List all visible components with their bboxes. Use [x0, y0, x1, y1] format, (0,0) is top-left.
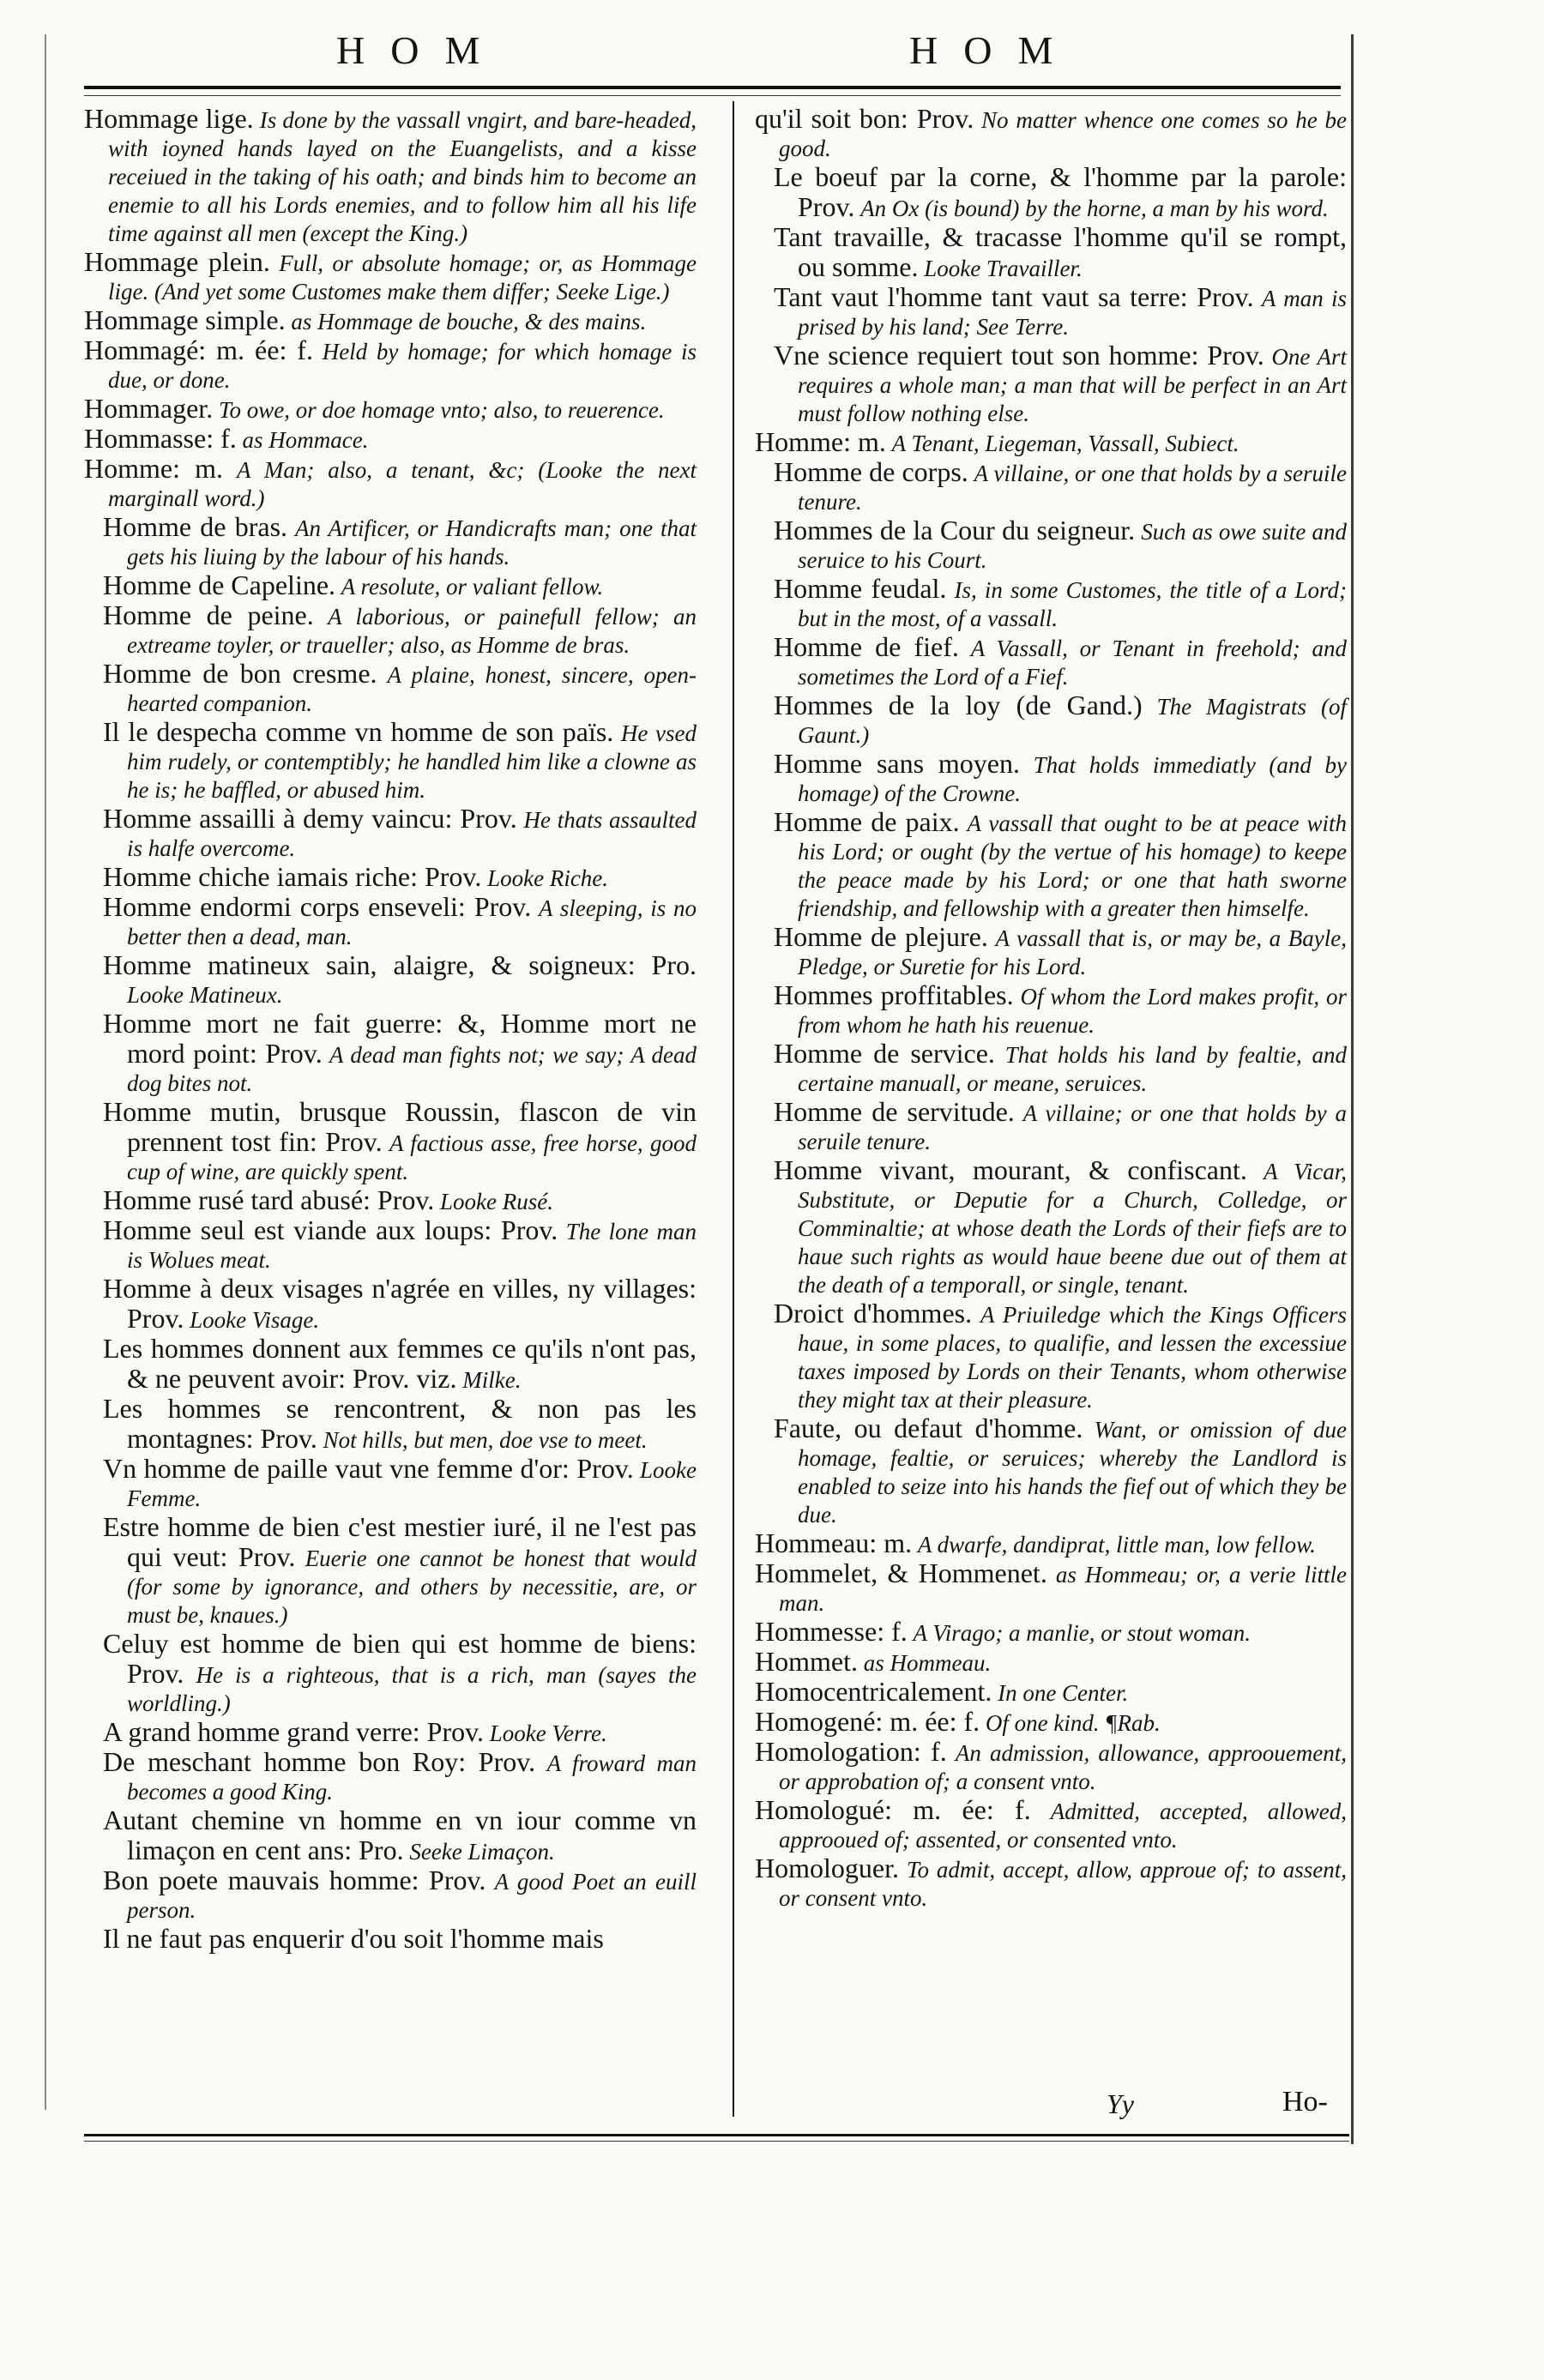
dictionary-entry — [755, 105, 1347, 163]
dictionary-entry — [84, 1806, 697, 1866]
dictionary-entry — [84, 1925, 697, 1955]
entry-definition: That holds his land by fealtie, and certaine manuall, or meane, seruices. — [798, 1042, 1348, 1096]
entry-headword: Vne science requiert tout son homme: Prov. — [774, 340, 1264, 371]
entry-headword: Homme: m. — [755, 426, 886, 457]
dictionary-entry — [84, 1513, 697, 1630]
entry-definition: To admit, accept, allow, approue of; to assent, or consent vnto. — [779, 1857, 1348, 1911]
dictionary-entry — [84, 336, 697, 395]
footer-rule — [84, 2134, 1349, 2136]
entry-headword: Homme de plejure. — [774, 921, 988, 952]
entry-definition: A resolute, or valiant fellow. — [341, 574, 604, 600]
catchword: Ho- — [1282, 2086, 1328, 2118]
dictionary-entry — [84, 660, 697, 718]
dictionary-entry — [755, 691, 1347, 750]
dictionary-entry — [84, 455, 697, 513]
dictionary-entry — [84, 248, 697, 306]
entry-definition: A Priuiledge which the Kings Officers haue, in some places, to qualifie, and lessen the excessiue taxes imposed by Lords on their Tenants, whom otherwise they might tax at their pleasure. — [798, 1302, 1347, 1413]
entry-headword: Le boeuf par la corne, & l'homme par la parole: Prov. — [774, 161, 1347, 222]
running-head-left: HOM — [336, 28, 506, 72]
entry-definition: as Hommeau. — [863, 1650, 992, 1676]
header-rule — [84, 86, 1341, 89]
entry-headword: Hommesse: f. — [755, 1616, 908, 1647]
entry-headword: Homme feudal. — [774, 573, 947, 604]
entry-headword: Hommet. — [755, 1646, 858, 1677]
entry-headword: Tant travaille, & tracasse l'homme qu'il se rompt, ou somme. — [774, 221, 1347, 282]
entry-headword: Les hommes donnent aux femmes ce qu'ils n'ont pas, & ne peuvent avoir: Prov. viz. — [103, 1333, 697, 1394]
entry-definition: A man is prised by his land; See Terre. — [798, 286, 1348, 340]
entry-definition: Full, or absolute homage; or, as Hommage lige. (And yet some Customes make them differ; Seeke Lige.) — [108, 250, 697, 304]
entry-definition: A sleeping, is no better then a dead, man. — [127, 895, 697, 949]
dictionary-entry — [755, 283, 1347, 341]
entry-headword: Homocentricalement. — [755, 1676, 992, 1707]
entry-headword: Hommes proffitables. — [774, 979, 1014, 1010]
entry-headword: Il le despecha comme vn homme de son païs. — [103, 716, 614, 747]
dictionary-entry — [755, 1618, 1347, 1648]
dictionary-entry — [84, 601, 697, 660]
entry-definition: Is, in some Customes, the title of a Lord; but in the most, of a vassall. — [798, 577, 1347, 631]
dictionary-entry — [755, 1678, 1347, 1708]
entry-definition: Looke Travailler. — [924, 256, 1083, 281]
entry-definition: No matter whence one comes so he be good. — [779, 107, 1348, 161]
dictionary-entry — [84, 306, 697, 336]
entry-headword: Les hommes se rencontrent, & non pas les montagnes: Prov. — [103, 1393, 697, 1454]
dictionary-entry — [755, 923, 1347, 981]
entry-definition: Looke Matineux. — [127, 982, 283, 1008]
entry-headword: Homme assailli à demy vaincu: Prov. — [103, 803, 517, 834]
right-column — [755, 105, 1347, 1913]
dictionary-entry — [84, 893, 697, 951]
header-rule-thin — [84, 95, 1341, 96]
entry-definition: Looke Rusé. — [440, 1189, 553, 1214]
entry-headword: Homme de corps. — [774, 456, 968, 487]
entry-headword: Homme seul est viande aux loups: Prov. — [103, 1214, 558, 1245]
entry-definition: A villaine, or one that holds by a seruile tenure. — [798, 461, 1348, 515]
dictionary-entry — [84, 1718, 697, 1748]
entry-headword: Homme de bras. — [103, 511, 288, 542]
dictionary-entry — [755, 1299, 1347, 1414]
entry-headword: Homme sans moyen. — [774, 748, 1021, 779]
entry-headword: Droict d'hommes. — [774, 1298, 973, 1329]
entry-definition: A good Poet an euill person. — [127, 1869, 697, 1923]
entry-definition: A plaine, honest, sincere, open-hearted companion. — [127, 662, 697, 716]
page-edge-left — [45, 34, 46, 2110]
entry-headword: Il ne faut pas enquerir d'ou soit l'homme mais — [103, 1923, 604, 1954]
entry-definition: as Hommace. — [242, 427, 369, 453]
dictionary-entry — [84, 1186, 697, 1216]
entry-headword: Faute, ou defaut d'homme. — [774, 1413, 1083, 1443]
dictionary-entry — [755, 516, 1347, 575]
entry-definition: Looke Verre. — [489, 1720, 607, 1746]
dictionary-entry — [755, 1559, 1347, 1618]
dictionary-entry — [84, 1395, 697, 1455]
dictionary-entry — [84, 571, 697, 601]
entry-headword: Homologuer. — [755, 1853, 899, 1883]
dictionary-entry — [755, 1796, 1347, 1854]
dictionary-entry — [84, 395, 697, 425]
entry-definition: A Virago; a manlie, or stout woman. — [913, 1620, 1251, 1646]
entry-headword: Homme mutin, brusque Roussin, flascon de vin prennent tost fin: Prov. — [103, 1096, 697, 1157]
entry-definition: as Hommage de bouche, & des mains. — [291, 309, 647, 334]
entry-headword: Hommasse: f. — [84, 423, 237, 454]
entry-definition: An Artificer, or Handicrafts man; one that gets his liuing by the labour of his hands. — [127, 515, 697, 569]
entry-headword: Hommes de la loy (de Gand.) — [774, 690, 1143, 720]
dictionary-entry — [84, 1098, 697, 1186]
entry-headword: Estre homme de bien c'est mestier iuré, il ne l'est pas qui veut: Prov. — [103, 1511, 697, 1572]
entry-definition: A factious asse, free horse, good cup of wine, are quickly spent. — [127, 1130, 697, 1184]
entry-definition: A Vicar, Substitute, or Deputie for a Church, Colledge, or Comminaltie; at whose death the Lords of their fiefs are to haue such rights as would haue beene due out of them at the death of a temporall, or single, tenant. — [798, 1159, 1348, 1298]
signature-mark: Yy — [1107, 2088, 1134, 2119]
entry-definition: Admitted, accepted, allowed, approoued of; assented, or consented vnto. — [779, 1799, 1347, 1853]
entry-headword: Homme de servitude. — [774, 1096, 1015, 1127]
entry-headword: De meschant homme bon Roy: Prov. — [103, 1746, 536, 1777]
dictionary-entry — [755, 633, 1347, 691]
dictionary-entry — [84, 1748, 697, 1806]
entry-headword: Homme de fief. — [774, 631, 959, 662]
entry-headword: Homme à deux visages n'agrée en villes, ny villages: Prov. — [103, 1273, 697, 1334]
entry-definition: Is done by the vassall vngirt, and bare-headed, with ioyned hands layed on the Euangelists, and a kisse receiued in the taking of his oath; and binds him to become an enemie to all his Lords enemies, and to follow him all his life time against all men (except the King.) — [108, 107, 697, 246]
dictionary-entry — [84, 1335, 697, 1395]
entry-definition: A dead man fights not; we say; A dead dog bites not. — [127, 1042, 697, 1096]
running-head-right: HOM — [909, 28, 1079, 72]
entry-definition: Milke. — [462, 1367, 522, 1393]
entry-definition: Held by homage; for which homage is due, or done. — [108, 339, 697, 393]
entry-headword: Homme matineux sain, alaigre, & soigneux: Pro. — [103, 949, 697, 980]
dictionary-entry — [755, 808, 1347, 923]
dictionary-entry — [84, 951, 697, 1009]
entry-headword: Bon poete mauvais homme: Prov. — [103, 1865, 486, 1895]
entry-definition: Not hills, but men, doe vse to meet. — [323, 1427, 648, 1453]
dictionary-entry — [84, 1274, 697, 1335]
entry-headword: Hommes de la Cour du seigneur. — [774, 515, 1136, 545]
entry-headword: Hommagé: m. ée: f. — [84, 334, 313, 365]
entry-definition: Looke Riche. — [487, 865, 609, 891]
entry-headword: Hommeau: m. — [755, 1527, 913, 1558]
entry-definition: A vassall that is, or may be, a Bayle, Pledge, or Suretie for his Lord. — [798, 925, 1348, 979]
entry-headword: Vn homme de paille vaut vne femme d'or: Prov. — [103, 1453, 634, 1484]
entry-headword: qu'il soit bon: Prov. — [755, 103, 974, 134]
entry-definition: A dwarfe, dandiprat, little man, low fellow. — [917, 1532, 1316, 1558]
entry-headword: Homme de bon cresme. — [103, 658, 377, 689]
dictionary-entry — [84, 1009, 697, 1098]
dictionary-entry — [755, 1156, 1347, 1299]
entry-definition: as Hommeau; or, a verie little man. — [779, 1562, 1348, 1616]
dictionary-entry — [84, 863, 697, 893]
entry-headword: Hommelet, & Hommenet. — [755, 1558, 1047, 1588]
dictionary-entry — [755, 1414, 1347, 1529]
entry-definition: A Vassall, or Tenant in freehold; and sometimes the Lord of a Fief. — [798, 636, 1348, 690]
entry-headword: Homologation: f. — [755, 1736, 947, 1767]
entry-definition: A Tenant, Liegeman, Vassall, Subiect. — [891, 431, 1239, 456]
dictionary-entry — [755, 163, 1347, 223]
entry-definition: Of whom the Lord makes profit, or from whom he hath his reuenue. — [798, 984, 1348, 1038]
dictionary-entry — [84, 718, 697, 804]
dictionary-entry — [755, 1854, 1347, 1913]
entry-definition: A laborious, or painefull fellow; an extreame toyler, or traueller; also, as Homme de bras. — [127, 604, 697, 658]
entry-definition: The lone man is Wolues meat. — [127, 1219, 697, 1273]
footer-rule-thin — [84, 2141, 1349, 2142]
entry-definition: Looke Visage. — [190, 1307, 320, 1333]
entry-headword: Homme chiche iamais riche: Prov. — [103, 861, 482, 892]
entry-definition: A froward man becomes a good King. — [127, 1750, 697, 1805]
dictionary-entry — [755, 428, 1347, 458]
dictionary-entry — [755, 1708, 1347, 1738]
entry-headword: Hommage plein. — [84, 246, 270, 277]
dictionary-entry — [755, 981, 1347, 1039]
dictionary-entry — [755, 750, 1347, 808]
dictionary-entry — [755, 341, 1347, 428]
entry-headword: Homogené: m. ée: f. — [755, 1706, 980, 1737]
dictionary-entry — [755, 223, 1347, 283]
entry-headword: Tant vaut l'homme tant vaut sa terre: Prov. — [774, 281, 1254, 312]
entry-definition: The Magistrats (of Gaunt.) — [798, 694, 1348, 748]
dictionary-entry — [755, 1039, 1347, 1098]
running-header — [0, 19, 1544, 79]
dictionary-entry — [755, 1648, 1347, 1678]
entry-headword: Hommage lige. — [84, 103, 254, 134]
page-edge-right — [1351, 34, 1354, 2144]
entry-definition: Want, or omission of due homage, fealtie, or seruices; whereby the Landlord is enabled to seize into his hands the fief out of which they be due. — [798, 1417, 1348, 1527]
dictionary-entry — [84, 105, 697, 248]
entry-headword: Autant chemine vn homme en vn iour comme vn limaçon en cent ans: Pro. — [103, 1805, 697, 1865]
entry-definition: An admission, allowance, approouement, or approbation of; a consent vnto. — [779, 1740, 1347, 1794]
entry-definition: Such as owe suite and seruice to his Court. — [798, 519, 1347, 573]
dictionary-entry — [755, 1098, 1347, 1156]
entry-definition: Looke Femme. — [127, 1457, 697, 1511]
entry-definition: Of one kind. ¶Rab. — [985, 1710, 1161, 1736]
entry-definition: A villaine; or one that holds by a seruile tenure. — [798, 1100, 1347, 1154]
entry-headword: Homme de peine. — [103, 600, 314, 630]
dictionary-entry — [84, 1866, 697, 1925]
dictionary-entry — [755, 458, 1347, 516]
dictionary-entry — [755, 575, 1347, 633]
entry-headword: Homme vivant, mourant, & confiscant. — [774, 1154, 1247, 1185]
entry-definition: He thats assaulted is halfe overcome. — [127, 807, 697, 861]
entry-headword: Hommager. — [84, 393, 214, 424]
entry-headword: Hommage simple. — [84, 304, 286, 335]
entry-definition: One Art requires a whole man; a man that will be perfect in an Art must follow nothing else. — [798, 344, 1348, 426]
entry-definition: In one Center. — [998, 1680, 1129, 1706]
dictionary-entry — [84, 1455, 697, 1513]
entry-definition: A Man; also, a tenant, &c; (Looke the next marginall word.) — [108, 457, 697, 511]
entry-headword: Homme de Capeline. — [103, 569, 336, 600]
entry-headword: Homme de service. — [774, 1038, 995, 1069]
dictionary-entry — [84, 513, 697, 571]
column-divider — [733, 101, 734, 2117]
entry-headword: Homme endormi corps enseveli: Prov. — [103, 891, 532, 922]
entry-definition: Euerie one cannot be honest that would (for some by ignorance, and others by necessitie, are, or must be, knaues.) — [127, 1545, 697, 1628]
entry-headword: A grand homme grand verre: Prov. — [103, 1716, 485, 1747]
entry-headword: Homme rusé tard abusé: Prov. — [103, 1184, 435, 1215]
entry-headword: Homme mort ne fait guerre: &, Homme mort ne mord point: Prov. — [103, 1008, 697, 1069]
entry-definition: He is a righteous, that is a rich, man (sayes the worldling.) — [127, 1662, 697, 1716]
entry-headword: Homme de paix. — [774, 806, 960, 837]
dictionary-entry — [84, 804, 697, 863]
dictionary-entry — [755, 1529, 1347, 1559]
dictionary-entry — [84, 425, 697, 455]
entry-definition: He vsed him rudely, or contemptibly; he handled him like a clowne as he is; he baffled, or abused him. — [127, 720, 697, 803]
entry-headword: Homologué: m. ée: f. — [755, 1794, 1031, 1825]
entry-definition: An Ox (is bound) by the horne, a man by his word. — [860, 196, 1329, 221]
entry-definition: Seeke Limaçon. — [409, 1839, 555, 1865]
entry-definition: That holds immediatly (and by homage) of the Crowne. — [798, 752, 1348, 806]
entry-headword: Homme: m. — [84, 453, 224, 484]
dictionary-entry — [755, 1738, 1347, 1796]
left-column — [84, 105, 697, 1955]
entry-headword: Celuy est homme de bien qui est homme de biens: Prov. — [103, 1628, 697, 1689]
dictionary-entry — [84, 1630, 697, 1718]
dictionary-entry — [84, 1216, 697, 1274]
entry-definition: To owe, or doe homage vnto; also, to reuerence. — [218, 397, 665, 423]
entry-definition: A vassall that ought to be at peace with his Lord; or ought (by the vertue of his homage) to keepe the peace made by his Lord; or one that hath sworne friendship, and fellowship with a greater then himselfe. — [798, 810, 1348, 921]
